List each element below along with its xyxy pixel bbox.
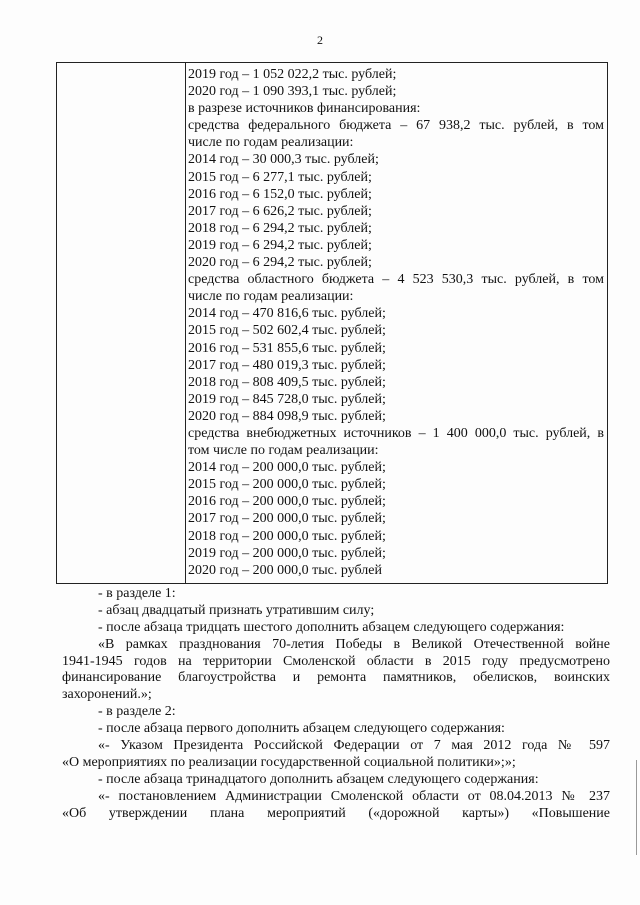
paragraph-line: «- постановлением Администрации Смоленской области от 08.04.2013 № 237 xyxy=(98,788,610,804)
paragraph-line: финансирование благоустройства и ремонта памятников, обелисков, воинских xyxy=(62,670,610,686)
table-line: 2017 год – 200 000,0 тыс. рублей; xyxy=(188,511,386,527)
table-line: числе по годам реализации: xyxy=(188,289,354,305)
table-line: 2016 год – 200 000,0 тыс. рублей; xyxy=(188,494,386,510)
table-line: 2014 год – 200 000,0 тыс. рублей; xyxy=(188,460,386,476)
table-line: 2016 год – 6 152,0 тыс. рублей; xyxy=(188,186,372,202)
table-line: 2020 год – 6 294,2 тыс. рублей; xyxy=(188,255,372,271)
table-line: 2014 год – 470 816,6 тыс. рублей; xyxy=(188,306,386,322)
table-column-divider xyxy=(185,63,186,583)
table-line: средства областного бюджета – 4 523 530,3 тыс. рублей, в том xyxy=(188,272,604,288)
table-line: 2019 год – 6 294,2 тыс. рублей; xyxy=(188,237,372,253)
table-line: том числе по годам реализации: xyxy=(188,443,379,459)
table-line: в разрезе источников финансирования: xyxy=(188,101,421,117)
table-line: 2019 год – 200 000,0 тыс. рублей; xyxy=(188,545,386,561)
table-line: 2018 год – 6 294,2 тыс. рублей; xyxy=(188,220,372,236)
table-line: 2014 год – 30 000,3 тыс. рублей; xyxy=(188,152,379,168)
paragraph-line: - после абзаца тринадцатого дополнить абзацем следующего содержания: xyxy=(98,771,539,787)
table-line: средства федерального бюджета – 67 938,2 тыс. рублей, в том xyxy=(188,118,604,134)
paragraph-line: «В рамках празднования 70-летия Победы в Великой Отечественной войне xyxy=(98,636,610,652)
table-line: 2018 год – 808 409,5 тыс. рублей; xyxy=(188,374,386,390)
paragraph-line: - после абзаца первого дополнить абзацем следующего содержания: xyxy=(98,721,505,737)
table-line: средства внебюджетных источников – 1 400 000,0 тыс. рублей, в xyxy=(188,425,604,441)
table-line: 2020 год – 884 098,9 тыс. рублей; xyxy=(188,408,386,424)
paragraph-line: «О мероприятиях по реализации государственной социальной политики»;»; xyxy=(62,754,516,770)
table-line: 2019 год – 845 728,0 тыс. рублей; xyxy=(188,391,386,407)
scan-edge-mark xyxy=(636,760,637,855)
table-line: 2020 год – 1 090 393,1 тыс. рублей; xyxy=(188,84,397,100)
paragraph-line: «- Указом Президента Российской Федерации от 7 мая 2012 года № 597 xyxy=(98,738,610,754)
table-right-cell xyxy=(188,66,604,579)
table-line: 2018 год – 200 000,0 тыс. рублей; xyxy=(188,528,386,544)
paragraph-line: - в разделе 1: xyxy=(98,586,176,601)
table-line: 2017 год – 6 626,2 тыс. рублей; xyxy=(188,203,372,219)
financing-table xyxy=(56,62,608,584)
paragraph-line: - после абзаца тридцать шестого дополнить абзацем следующего содержания: xyxy=(98,619,565,635)
table-line: 2020 год – 200 000,0 тыс. рублей xyxy=(188,562,382,578)
document-body xyxy=(62,586,610,822)
table-line: 2019 год – 1 052 022,2 тыс. рублей; xyxy=(188,67,397,82)
table-line: числе по годам реализации: xyxy=(188,135,354,151)
paragraph-line: 1941-1945 годов на территории Смоленской области в 2015 году предусмотрено xyxy=(62,653,610,669)
paragraph-line: - абзац двадцатый признать утратившим силу; xyxy=(98,602,375,618)
table-line: 2015 год – 6 277,1 тыс. рублей; xyxy=(188,169,372,185)
table-line: 2016 год – 531 855,6 тыс. рублей; xyxy=(188,340,386,356)
paragraph-line: «Об утверждении плана мероприятий («дорожной карты») «Повышение xyxy=(62,805,610,821)
page-number: 2 xyxy=(317,33,323,47)
table-line: 2015 год – 502 602,4 тыс. рублей; xyxy=(188,323,386,339)
paragraph-line: - в разделе 2: xyxy=(98,704,176,720)
paragraph-line: захоронений.»; xyxy=(62,687,152,703)
table-line: 2017 год – 480 019,3 тыс. рублей; xyxy=(188,357,386,373)
table-line: 2015 год – 200 000,0 тыс. рублей; xyxy=(188,477,386,493)
